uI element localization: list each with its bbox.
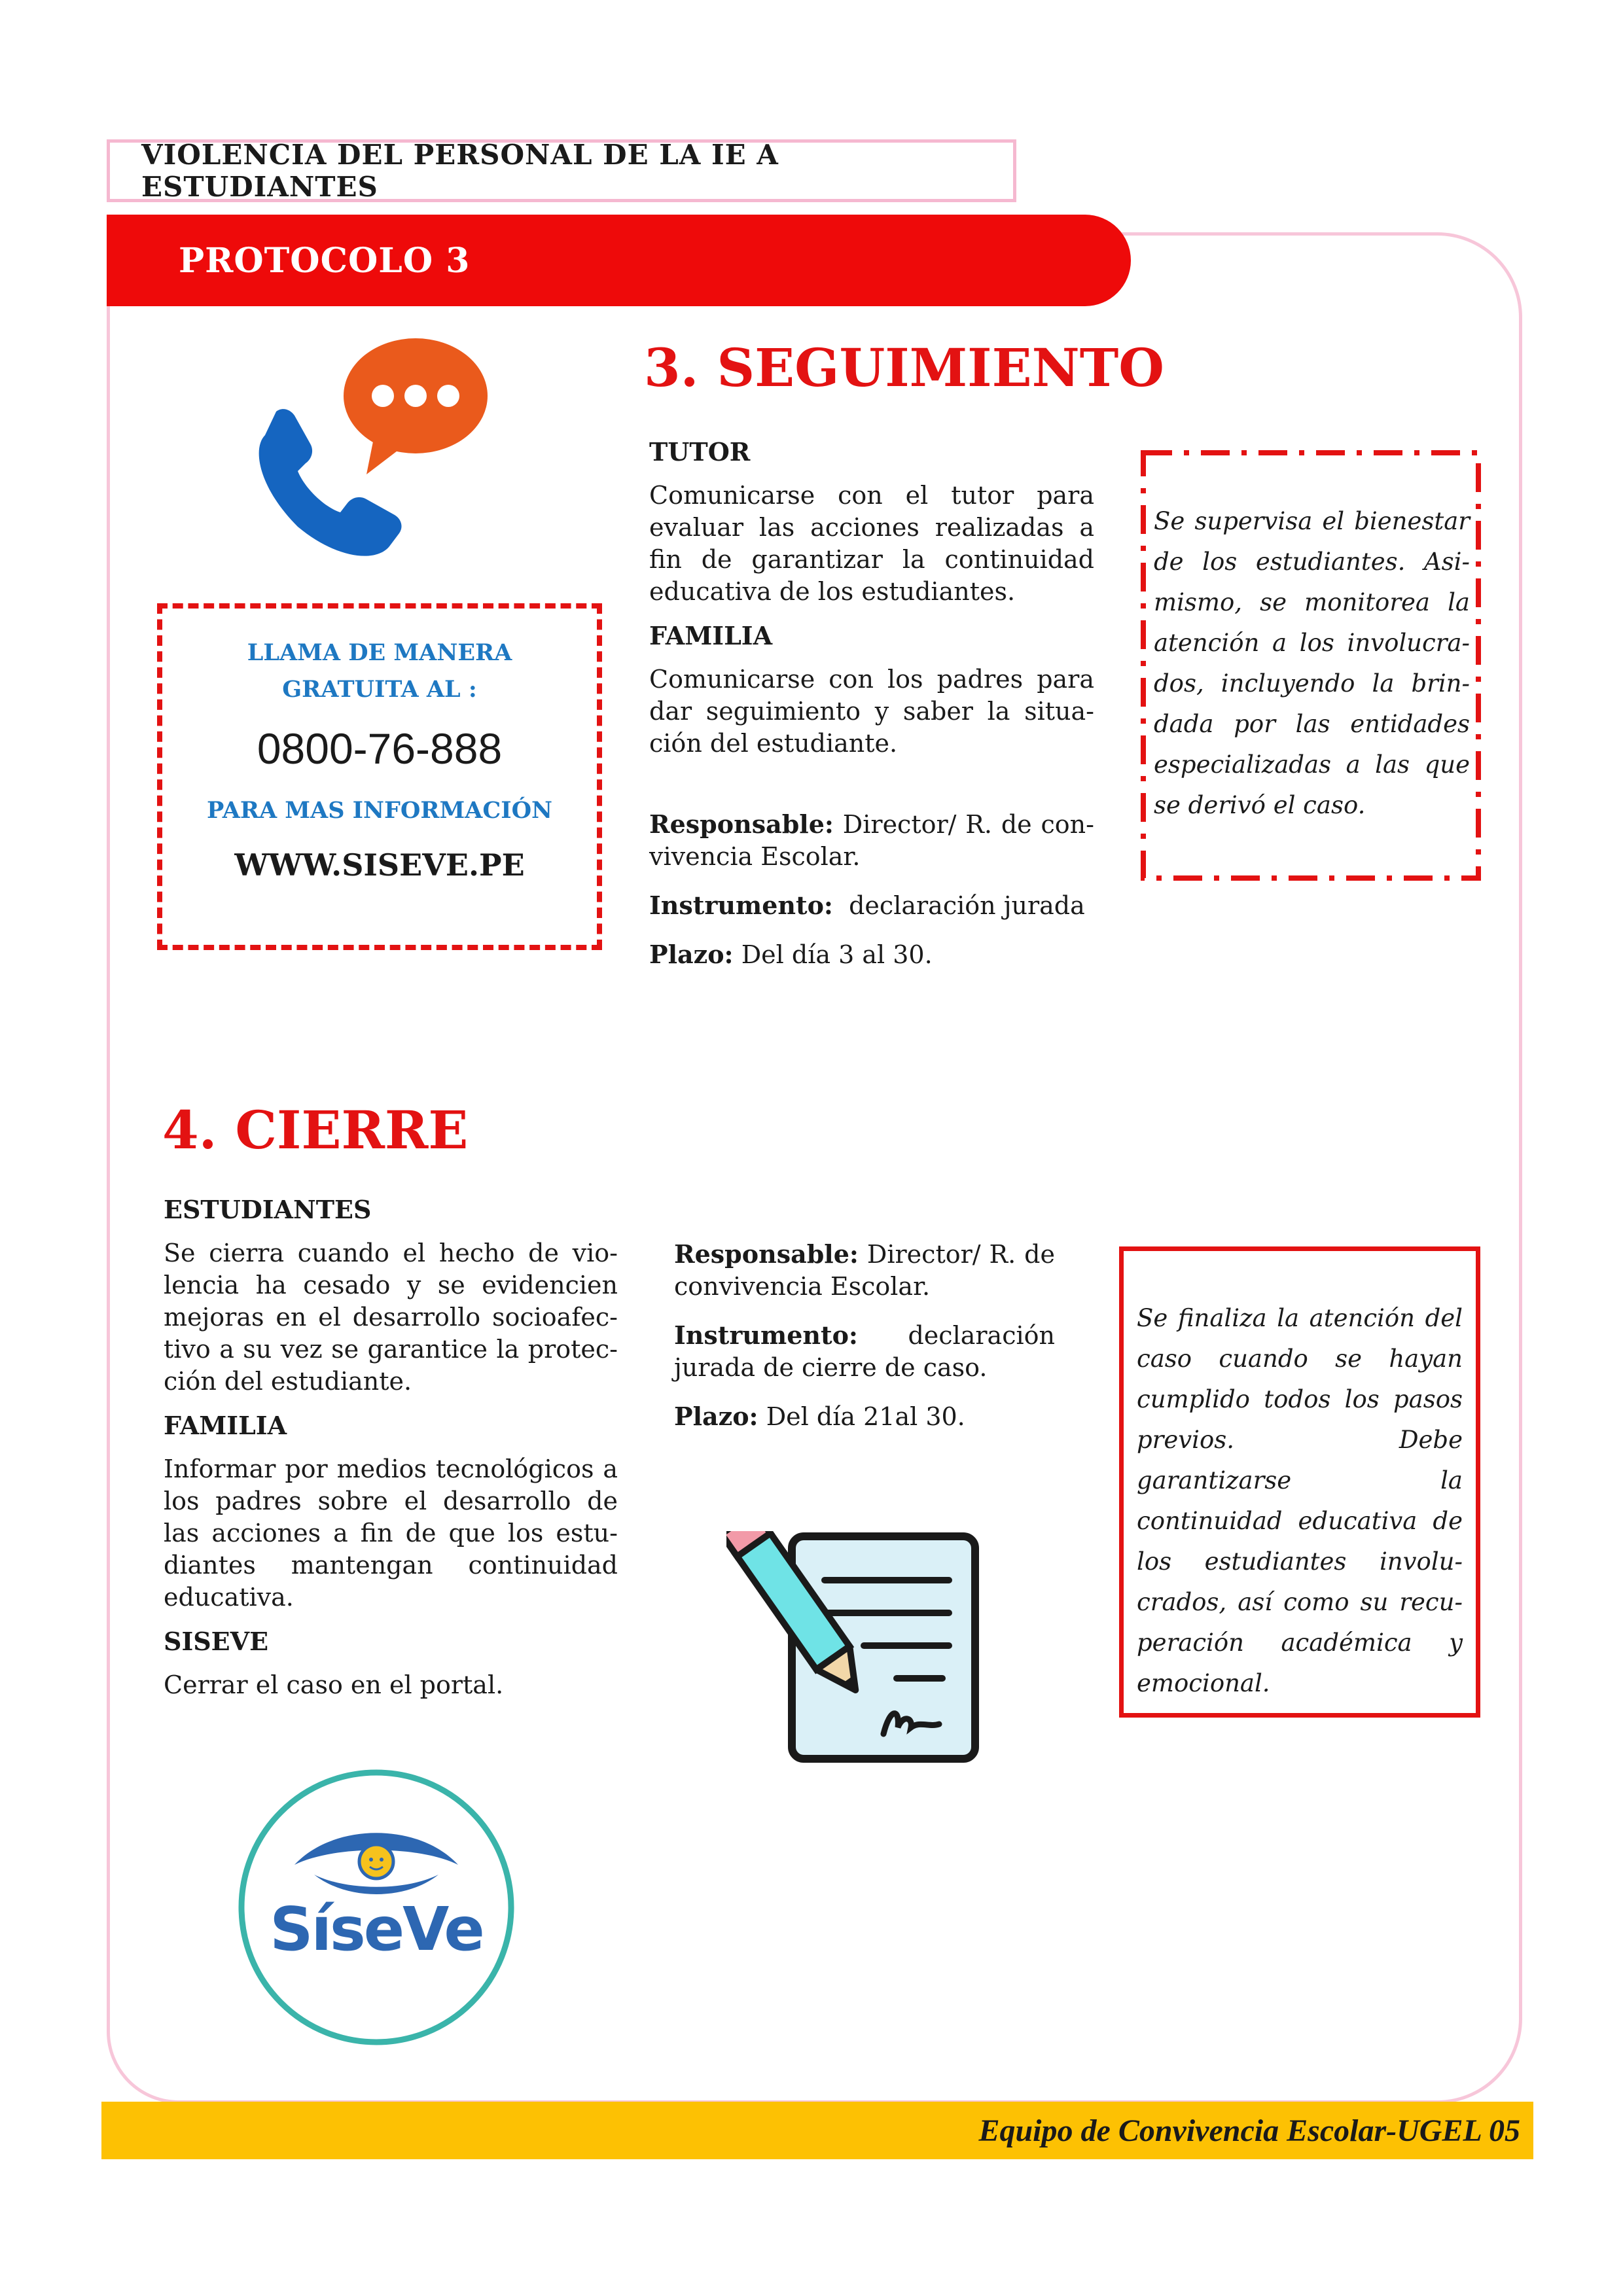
- website-link[interactable]: WWW.SISEVE.PE: [234, 847, 525, 883]
- document-title: VIOLENCIA DEL PERSONAL DE LA IE A ESTUDIANTES: [107, 139, 1016, 202]
- cierre-familia-label: FAMILIA: [164, 1411, 287, 1440]
- plazo-line: [649, 938, 1094, 971]
- siseve-logo: [236, 1767, 517, 2048]
- siseve-label: SISEVE: [164, 1627, 269, 1656]
- cierre-instrumento-line: [674, 1319, 1055, 1384]
- cierre-plazo-value: Del día 21al 30.: [766, 1402, 965, 1431]
- cierre-instrumento-value: declaración jurada de cierre de caso.: [674, 1321, 1055, 1382]
- plazo-label: Plazo:: [649, 940, 734, 969]
- instrumento-value: declaración jurada: [849, 891, 1085, 920]
- cierre-plazo-line: [674, 1400, 1055, 1433]
- cierre-responsable-value: Director/ R. de convivencia Escolar.: [674, 1240, 1055, 1301]
- tutor-label: TUTOR: [649, 437, 751, 467]
- cierre-instrumento-label: Instrumento:: [674, 1320, 858, 1350]
- cierre-left-column: [164, 1195, 618, 1701]
- familia-label: FAMILIA: [649, 621, 773, 650]
- section-heading-cierre: 4. CIERRE: [162, 1099, 469, 1161]
- supervision-note: Se supervisa el bienestar de los estudiantes. Asimismo, se monitorea la atención a los involucrados, incluyendo la brindada por las entidades especializadas a las que se derivó el caso.: [1154, 507, 1470, 819]
- tutor-text: Comunicarse con el tutor para evaluar las acciones realizadas a fin de garantizar la continuidad educativa de los estudiantes.: [649, 481, 1094, 606]
- responsable-line: [649, 808, 1094, 873]
- phone-chat-icon: [252, 337, 494, 559]
- signed-document-icon: [726, 1531, 982, 1767]
- instrumento-label: Instrumento:: [649, 891, 833, 920]
- hotline-box: [157, 603, 602, 950]
- cierre-responsable-label: Responsable:: [674, 1239, 859, 1269]
- phone-number[interactable]: 0800-76-888: [257, 724, 503, 773]
- cierre-responsable-line: [674, 1238, 1055, 1303]
- plazo-value: Del día 3 al 30.: [741, 940, 933, 969]
- supervision-note-box: [1141, 450, 1481, 881]
- cierre-familia-text: Informar por medios tecnológicos a los padres sobre el desarrollo de las acciones a fin de que los estudiantes mantengan continuidad educativa.: [164, 1455, 618, 1612]
- footer-bar: Equipo de Convivencia Escolar-UGEL 05: [101, 2102, 1533, 2159]
- closing-note: Se finaliza la atención del caso cuando se hayan cumplido todos los pasos previos. Debe garantizarse la continuidad educativa de los estudiantes involucrados, así como su recuperación académica y emocional.: [1137, 1304, 1463, 1697]
- info-label: PARA MAS INFORMACIÓN: [206, 797, 553, 824]
- cierre-right-column: [674, 1238, 1055, 1433]
- siseve-text: Cerrar el caso en el portal.: [164, 1670, 504, 1699]
- responsable-value: Director/ R. de convivencia Escolar.: [649, 810, 1094, 871]
- siseve-logo-text: SíseVe: [270, 1894, 483, 1964]
- instrumento-line: [649, 889, 1094, 922]
- call-label: LLAMA DE MANERA GRATUITA AL :: [247, 639, 512, 703]
- protocol-banner: PROTOCOLO 3: [107, 215, 1131, 306]
- closing-note-box: [1119, 1246, 1480, 1718]
- seguimiento-column: [649, 437, 1094, 971]
- section-heading-seguimiento: 3. SEGUIMIENTO: [644, 337, 1164, 398]
- familia-text: Comunicarse con los padres para dar seguimiento y saber la situación del estudiante.: [649, 665, 1094, 758]
- responsable-label: Responsable:: [649, 809, 834, 839]
- estudiantes-text: Se cierra cuando el hecho de violencia ha cesado y se evidencien mejoras en el desarrollo socioafectivo a su vez se garantice la protección del estudiante.: [164, 1239, 618, 1396]
- cierre-plazo-label: Plazo:: [674, 1402, 758, 1431]
- estudiantes-label: ESTUDIANTES: [164, 1195, 372, 1224]
